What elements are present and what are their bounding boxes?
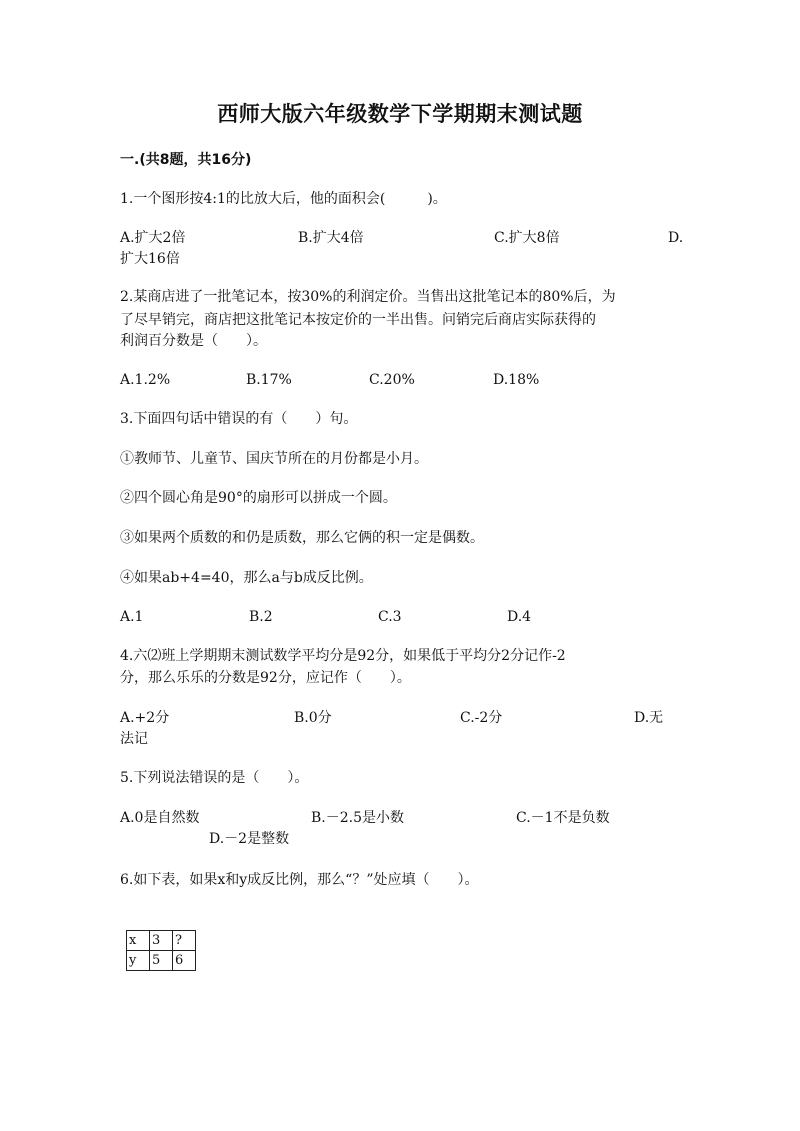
table-cell: 3 <box>150 931 173 951</box>
q3-option-b: B.2 <box>249 609 273 625</box>
q1-option-a: A.扩大2倍 <box>120 230 186 246</box>
question-2-stem-line-3: 利润百分数是（ ）。 <box>120 333 267 349</box>
q2-option-c: C.20% <box>369 372 415 388</box>
question-2-stem-line-2: 了尽早销完，商店把这批笔记本按定价的一半出售。问销完后商店实际获得的 <box>120 312 596 328</box>
q3-option-c: C.3 <box>378 609 402 625</box>
q3-option-d: D.4 <box>507 609 532 625</box>
table-cell: y <box>127 951 150 971</box>
q4-option-d: D.无 <box>634 710 664 726</box>
question-6-stem: 6.如下表，如果x和y成反比例，那么“？”处应填（ ）。 <box>120 872 479 888</box>
q4-option-c: C.-2分 <box>460 710 503 726</box>
table-cell: ? <box>173 931 196 951</box>
q3-statement-1: ①教师节、儿童节、国庆节所在的月份都是小月。 <box>120 451 428 467</box>
q1-option-d: D. <box>668 230 684 246</box>
question-4-stem-line-1: 4.六⑵班上学期期末测试数学平均分是92分，如果低于平均分2分记作-2 <box>120 648 566 664</box>
q5-option-a: A.0是自然数 <box>120 810 200 826</box>
q1-option-b: B.扩大4倍 <box>298 230 364 246</box>
question-1-stem: 1.一个图形按4:1的比放大后，他的面积会( )。 <box>120 191 447 207</box>
q4-option-a: A.+2分 <box>120 710 170 726</box>
table-row <box>127 931 196 951</box>
question-4-stem-line-2: 分，那么乐乐的分数是92分，应记作（ ）。 <box>120 670 411 686</box>
q2-option-a: A.1.2% <box>120 372 171 388</box>
q2-option-d: D.18% <box>493 372 540 388</box>
q5-option-d: D.－2是整数 <box>209 831 290 847</box>
page-title: 西师大版六年级数学下学期期末测试题 <box>217 102 583 126</box>
q4-option-d-continued: 法记 <box>120 731 148 747</box>
q2-option-b: B.17% <box>246 372 292 388</box>
table-cell: x <box>127 931 150 951</box>
question-5-stem: 5.下列说法错误的是（ ）。 <box>120 770 309 786</box>
q1-option-c: C.扩大8倍 <box>494 230 560 246</box>
q3-statement-4: ④如果ab+4=40，那么a与b成反比例。 <box>120 570 373 586</box>
xy-table <box>126 930 196 971</box>
q3-statement-2: ②四个圆心角是90°的扇形可以拼成一个圆。 <box>120 490 397 506</box>
q3-statement-3: ③如果两个质数的和仍是质数，那么它俩的积一定是偶数。 <box>120 530 484 546</box>
q4-option-b: B.0分 <box>294 710 332 726</box>
question-3-stem: 3.下面四句话中错误的有（ ）句。 <box>120 411 358 427</box>
q5-option-b: B.－2.5是小数 <box>311 810 405 826</box>
q3-option-a: A.1 <box>120 609 144 625</box>
section-heading: 一.(共8题，共16分) <box>120 152 252 168</box>
table-cell: 5 <box>150 951 173 971</box>
table-cell: 6 <box>173 951 196 971</box>
q5-option-c: C.－1不是负数 <box>516 810 610 826</box>
q1-option-d-continued: 扩大16倍 <box>120 251 180 267</box>
table-row <box>127 951 196 971</box>
question-2-stem-line-1: 2.某商店进了一批笔记本，按30%的利润定价。当售出这批笔记本的80%后，为 <box>120 289 616 305</box>
